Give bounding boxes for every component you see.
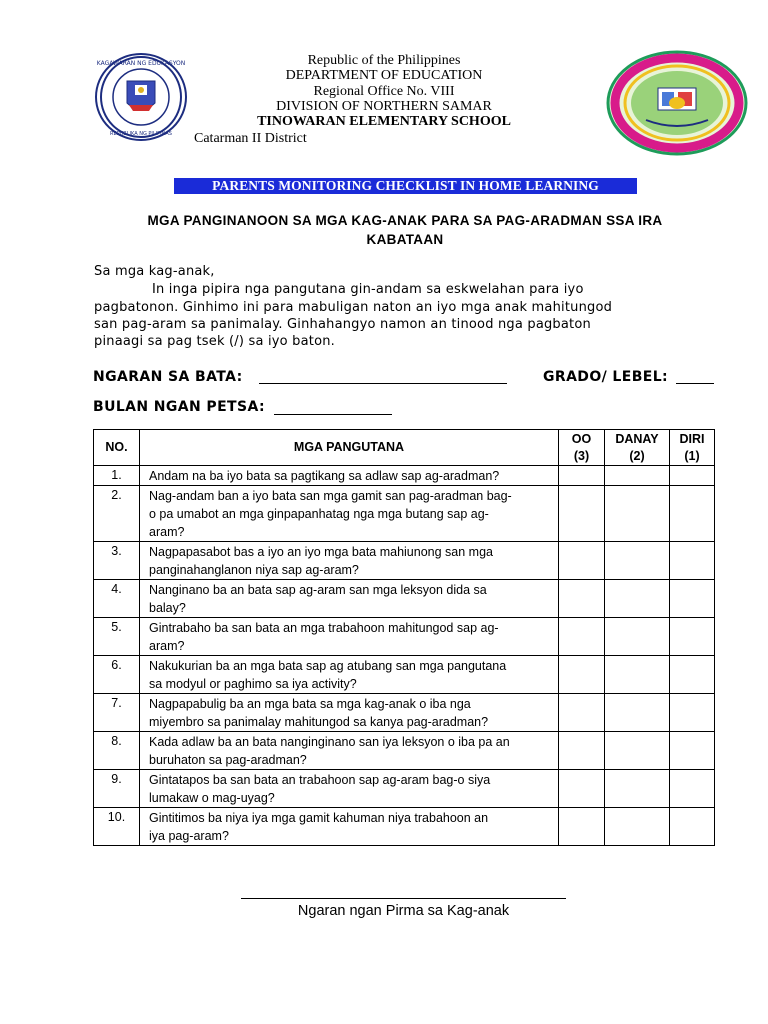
- table-row: [94, 732, 715, 770]
- header-oo-score: (3): [573, 448, 590, 463]
- question-line: o pa umabot an mga ginpapanhatag nga mga butang sap ag-: [149, 507, 489, 521]
- row-question: [140, 542, 559, 580]
- row-number: 8.: [94, 732, 140, 770]
- checkbox-diri[interactable]: [670, 694, 715, 732]
- svg-text:REPUBLIKA NG PILIPINAS: REPUBLIKA NG PILIPINAS: [110, 131, 172, 137]
- checkbox-danay[interactable]: [605, 732, 670, 770]
- row-question: [140, 808, 559, 846]
- question-line: aram?: [149, 525, 185, 539]
- intro-line-1: In inga pipira nga pangutana gin-andam sa eskwelahan para iyo: [152, 282, 584, 297]
- table-row: [94, 486, 715, 542]
- row-question: [140, 618, 559, 656]
- row-number: 6.: [94, 656, 140, 694]
- question-line: balay?: [149, 601, 186, 615]
- row-number: 5.: [94, 618, 140, 656]
- subtitle-line-2: KABATAAN: [366, 232, 444, 247]
- header-district: Catarman II District: [194, 131, 307, 146]
- header-oo: [559, 430, 605, 466]
- checkbox-oo[interactable]: [559, 694, 605, 732]
- checkbox-oo[interactable]: [559, 580, 605, 618]
- signature-line[interactable]: [241, 898, 566, 899]
- checkbox-diri[interactable]: [670, 580, 715, 618]
- intro-greeting: Sa mga kag-anak,: [94, 264, 215, 279]
- month-date-field[interactable]: [274, 397, 392, 415]
- checkbox-diri[interactable]: [670, 732, 715, 770]
- grade-level-label: GRADO/ LEBEL:: [543, 369, 669, 385]
- row-number: 4.: [94, 580, 140, 618]
- checkbox-oo[interactable]: [559, 770, 605, 808]
- table-row: [94, 770, 715, 808]
- child-name-field[interactable]: [259, 367, 507, 384]
- row-number: 7.: [94, 694, 140, 732]
- row-question: [140, 580, 559, 618]
- checkbox-oo[interactable]: [559, 542, 605, 580]
- header-department: DEPARTMENT OF EDUCATION: [285, 68, 483, 83]
- question-line: sa modyul or paghimo sa iya activity?: [149, 677, 357, 691]
- checkbox-oo[interactable]: [559, 486, 605, 542]
- intro-line-3: san pag-aram sa panimalay. Ginhahangyo namon an tinood nga pagbaton: [94, 317, 591, 332]
- document-title: PARENTS MONITORING CHECKLIST IN HOME LEARNING: [174, 178, 637, 194]
- question-line: miyembro sa panimalay mahitungod sa kanya pag-aradman?: [149, 715, 489, 729]
- question-line: Gintrabaho ba san bata an mga trabahoon mahitungod sap ag-: [149, 621, 499, 635]
- header-diri-score: (1): [684, 448, 700, 463]
- row-number: 3.: [94, 542, 140, 580]
- row-number: 1.: [94, 466, 140, 486]
- child-name-label: NGARAN SA BATA:: [93, 369, 243, 385]
- header-no: NO.: [94, 430, 140, 466]
- row-question: [140, 694, 559, 732]
- header-diri: [670, 430, 715, 466]
- header-republic: Republic of the Philippines: [307, 53, 461, 68]
- row-number: 2.: [94, 486, 140, 542]
- checkbox-danay[interactable]: [605, 542, 670, 580]
- question-line: lumakaw o mag-uyag?: [149, 791, 275, 805]
- checkbox-danay[interactable]: [605, 466, 670, 486]
- checkbox-danay[interactable]: [605, 580, 670, 618]
- table-row: [94, 542, 715, 580]
- checkbox-diri[interactable]: [670, 466, 715, 486]
- checkbox-oo[interactable]: [559, 618, 605, 656]
- header-danay-label: DANAY: [615, 431, 659, 446]
- question-line: Nakukurian ba an mga bata sap ag atubang san mga pangutana: [149, 659, 507, 673]
- row-question: [140, 656, 559, 694]
- checkbox-diri[interactable]: [670, 542, 715, 580]
- checkbox-oo[interactable]: [559, 808, 605, 846]
- checkbox-diri[interactable]: [670, 808, 715, 846]
- question-line: Gintitimos ba niya iya mga gamit kahuman niya trabahoon an: [149, 811, 489, 825]
- checkbox-oo[interactable]: [559, 732, 605, 770]
- signature-label: Ngaran ngan Pirma sa Kag-anak: [297, 903, 510, 919]
- row-question: [140, 770, 559, 808]
- question-line: Nagpapasabot bas a iyo an iyo mga bata mahiunong san mga: [149, 545, 493, 559]
- table-row: [94, 656, 715, 694]
- svg-text:KAGAWARAN NG EDUKASYON: KAGAWARAN NG EDUKASYON: [97, 60, 185, 67]
- checklist-table: [93, 429, 715, 846]
- row-question: [140, 466, 559, 486]
- checkbox-oo[interactable]: [559, 466, 605, 486]
- table-row: [94, 694, 715, 732]
- header-division: DIVISION OF NORTHERN SAMAR: [276, 99, 492, 114]
- header-region: Regional Office No. VIII: [313, 84, 455, 99]
- grade-level-field[interactable]: [676, 367, 714, 384]
- checkbox-danay[interactable]: [605, 656, 670, 694]
- checkbox-diri[interactable]: [670, 656, 715, 694]
- header-diri-label: DIRI: [679, 431, 705, 446]
- table-header-row: [94, 430, 715, 466]
- intro-line-4: pinaagi sa pag tsek (/) sa iyo baton.: [94, 334, 335, 349]
- checkbox-diri[interactable]: [670, 486, 715, 542]
- question-line: Kada adlaw ba an bata nanginginano san iya leksyon o iba pa an: [149, 735, 510, 749]
- checkbox-danay[interactable]: [605, 770, 670, 808]
- table-row: [94, 618, 715, 656]
- header-question: MGA PANGUTANA: [140, 430, 559, 466]
- checkbox-danay[interactable]: [605, 694, 670, 732]
- question-line: panginahanglanon niya sap ag-aram?: [149, 563, 359, 577]
- header-danay-score: (2): [629, 448, 645, 463]
- question-line: Nagpapabulig ba an mga bata sa mga kag-anak o iba nga: [149, 697, 471, 711]
- checkbox-diri[interactable]: [670, 618, 715, 656]
- header-oo-label: OO: [571, 431, 592, 446]
- month-date-label: BULAN NGAN PETSA:: [93, 399, 265, 415]
- row-question: [140, 732, 559, 770]
- table-row: [94, 580, 715, 618]
- question-line: Nag-andam ban a iyo bata san mga gamit san pag-aradman bag-: [149, 489, 512, 503]
- question-line: Nanginano ba an bata sap ag-aram san mga leksyon dida sa: [149, 583, 487, 597]
- row-question: [140, 486, 559, 542]
- question-line: iya pag-aram?: [149, 829, 229, 843]
- checkbox-danay[interactable]: [605, 618, 670, 656]
- table-row: [94, 466, 715, 486]
- table-row: [94, 808, 715, 846]
- question-line: buruhaton sa pag-aradman?: [149, 753, 307, 767]
- intro-line-2: pagbatonon. Ginhimo ini para mabuligan naton an iyo mga anak mahitungod: [94, 300, 613, 315]
- header-danay: [605, 430, 670, 466]
- checkbox-danay[interactable]: [605, 808, 670, 846]
- question-line: aram?: [149, 639, 185, 653]
- checkbox-diri[interactable]: [670, 770, 715, 808]
- header-school: TINOWARAN ELEMENTARY SCHOOL: [257, 114, 511, 129]
- question-line: Andam na ba iyo bata sa pagtikang sa adlaw sap ag-aradman?: [149, 469, 500, 483]
- checkbox-oo[interactable]: [559, 656, 605, 694]
- document-subtitle: [90, 211, 720, 249]
- row-number: 10.: [94, 808, 140, 846]
- row-number: 9.: [94, 770, 140, 808]
- question-line: Gintatapos ba san bata an trabahoon sap ag-aram bag-o siya: [149, 773, 491, 787]
- subtitle-line-1: MGA PANGINANOON SA MGA KAG-ANAK PARA SA PAG-ARADMAN SSA IRA: [147, 213, 663, 228]
- checkbox-danay[interactable]: [605, 486, 670, 542]
